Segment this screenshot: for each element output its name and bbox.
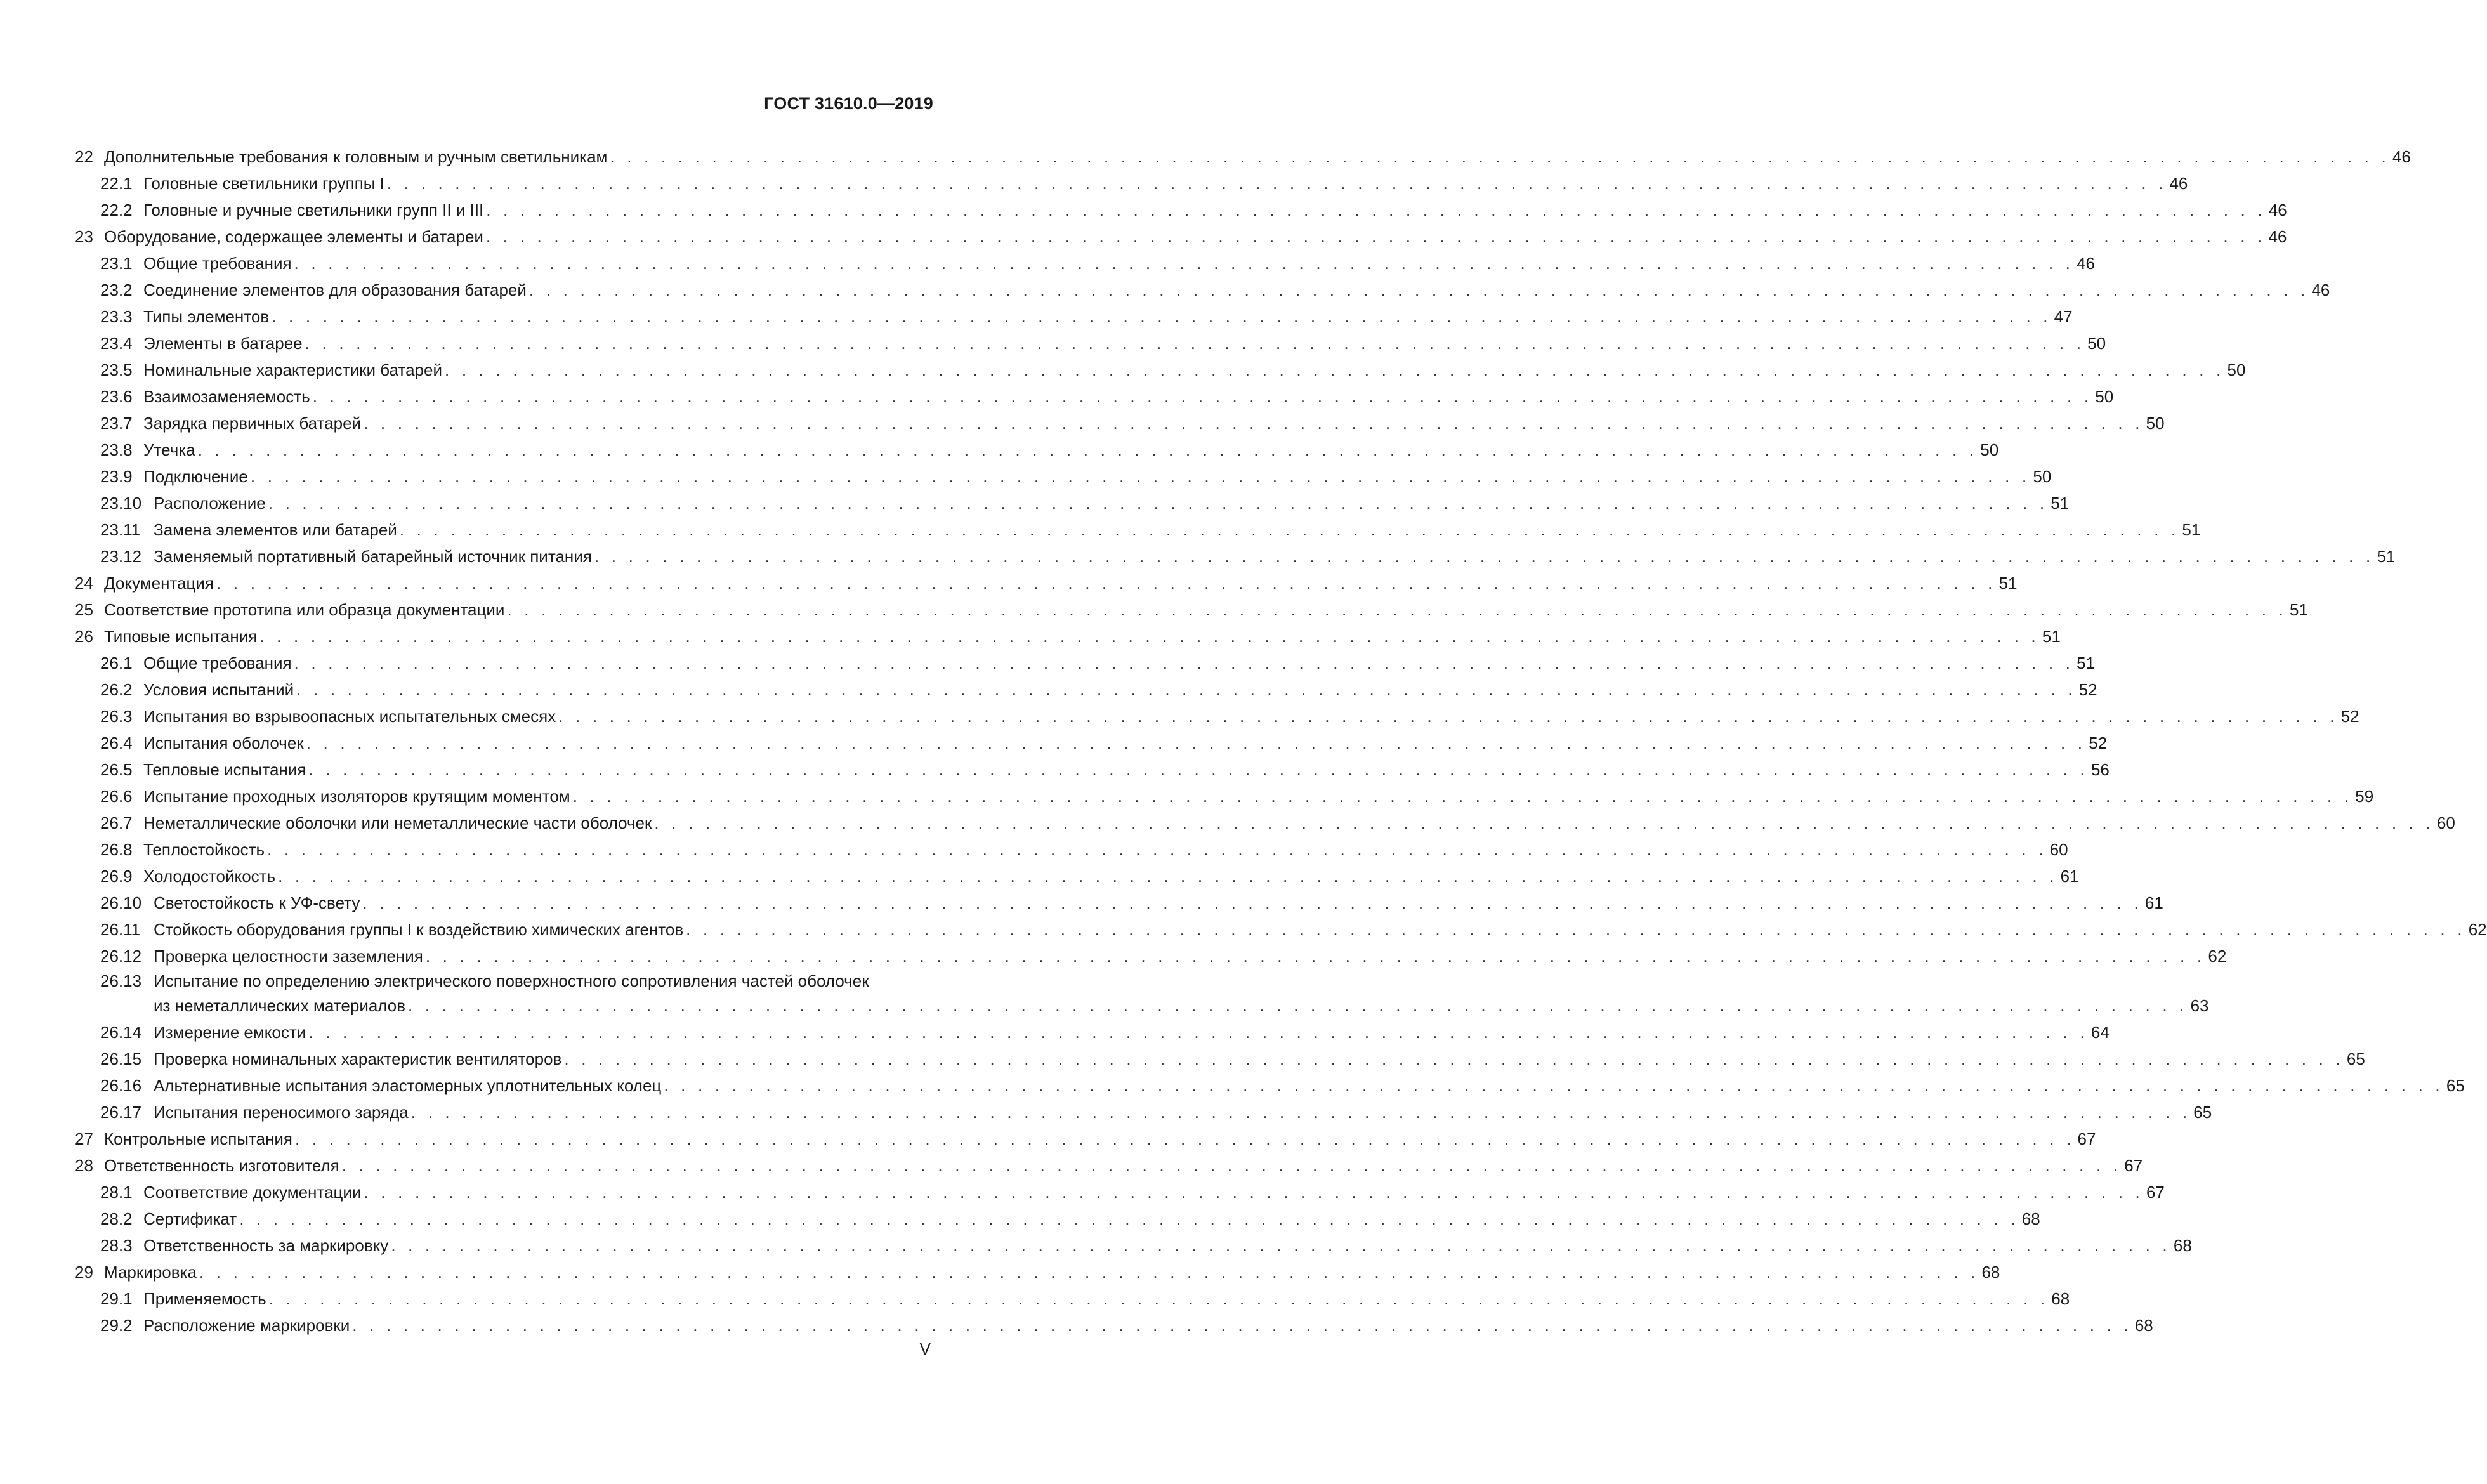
toc-entry-number: 22.1 <box>100 174 133 193</box>
document-header: ГОСТ 31610.0—2019 <box>764 94 933 113</box>
leader-dots: . . . . . . . . . . . . . . . . . . . . . . . . . . . . . . . . . . . . . . . . . . . . . . . . . . . . . . . . . . . . . . . . . . . . . . . . . . . . . . . . . . . . . . . . . . . . . . . . . . . . . . . . . <box>610 147 2390 166</box>
toc-entry-number: 23.4 <box>100 334 133 353</box>
leader-dots: . . . . . . . . . . . . . . . . . . . . . . . . . . . . . . . . . . . . . . . . . . . . . . . . . . . . . . . . . . . . . . . . . . . . . . . . . . . . . . . . . . . . . . . . . . . . . . . . . . . . . . . . . <box>572 787 2353 806</box>
toc-entry-page: 62 <box>2468 920 2487 939</box>
leader-dots: . . . . . . . . . . . . . . . . . . . . . . . . . . . . . . . . . . . . . . . . . . . . . . . . . . . . . . . . . . . . . . . . . . . . . . . . . . . . . . . . . . . . . . . . . . . . . . . . . . . . . . . . . <box>305 334 2085 353</box>
toc-entry-number: 23.3 <box>100 307 133 326</box>
toc-entry-number: 26.15 <box>100 1049 142 1068</box>
toc-entry-title: Сертификат <box>143 1209 237 1228</box>
toc-entry-title: Стойкость оборудования группы I к воздействию химических агентов <box>154 920 684 939</box>
toc-entry-title: Испытания оболочек <box>143 733 304 752</box>
toc-subsection[interactable] <box>75 730 2108 756</box>
toc-entry-title: Условия испытаний <box>143 680 294 699</box>
toc-subsection[interactable] <box>75 437 1999 463</box>
leader-dots: . . . . . . . . . . . . . . . . . . . . . . . . . . . . . . . . . . . . . . . . . . . . . . . . . . . . . . . . . . . . . . . . . . . . . . . . . . . . . . . . . . . . . . . . . . . . . . . . . . . . . . . . . <box>308 1023 2089 1042</box>
toc-subsection[interactable] <box>75 836 2068 863</box>
toc-entry-number: 26.10 <box>100 893 142 912</box>
toc-entry-title: Измерение емкости <box>154 1023 306 1042</box>
toc-entry-title: Испытание по определению электрического поверхностного сопротивления частей оболочек <box>154 971 869 990</box>
toc-subsection[interactable] <box>75 197 2287 223</box>
toc-entry-title: Светостойкость к УФ-свету <box>154 893 360 912</box>
toc-entry-page: 68 <box>2134 1316 2153 1335</box>
leader-dots: . . . . . . . . . . . . . . . . . . . . . . . . . . . . . . . . . . . . . . . . . . . . . . . . . . . . . . . . . . . . . . . . . . . . . . . . . . . . . . . . . . . . . . . . . . . . . . . . . . . . . . . . . <box>197 440 1978 459</box>
toc-entry-page: 51 <box>2290 600 2308 619</box>
leader-dots: . . . . . . . . . . . . . . . . . . . . . . . . . . . . . . . . . . . . . . . . . . . . . . . . . . . . . . . . . . . . . . . . . . . . . . . . . . . . . . . . . . . . . . . . . . . . . . . . . . . . . . . . . <box>564 1049 2344 1068</box>
leader-dots: . . . . . . . . . . . . . . . . . . . . . . . . . . . . . . . . . . . . . . . . . . . . . . . . . . . . . . . . . . . . . . . . . . . . . . . . . . . . . . . . . . . . . . . . . . . . . . . . . . . . . . . . . <box>594 547 2375 566</box>
toc-subsection[interactable] <box>75 277 2330 303</box>
toc-subsection[interactable] <box>75 330 2106 357</box>
leader-dots: . . . . . . . . . . . . . . . . . . . . . . . . . . . . . . . . . . . . . . . . . . . . . . . . . . . . . . . . . . . . . . . . . . . . . . . . . . . . . . . . . . . . . . . . . . . . . . . . . . . . . . . . . <box>486 200 2266 220</box>
toc-entry-page: 65 <box>2346 1049 2365 1068</box>
toc-entry-title: Утечка <box>143 440 195 459</box>
toc-entry-number: 28.1 <box>100 1183 133 1202</box>
toc-section[interactable] <box>75 143 2411 170</box>
toc-entry-title: Маркировка <box>104 1263 197 1282</box>
leader-dots: . . . . . . . . . . . . . . . . . . . . . . . . . . . . . . . . . . . . . . . . . . . . . . . . . . . . . . . . . . . . . . . . . . . . . . . . . . . . . . . . . . . . . . . . . . . . . . . . . . . . . . . . . <box>268 494 2049 513</box>
leader-dots: . . . . . . . . . . . . . . . . . . . . . . . . . . . . . . . . . . . . . . . . . . . . . . . . . . . . . . . . . . . . . . . . . . . . . . . . . . . . . . . . . . . . . . . . . . . . . . . . . . . . . . . . . <box>425 947 2206 966</box>
toc-entry-title: Типовые испытания <box>104 627 258 646</box>
toc-entry-title: Тепловые испытания <box>143 760 306 779</box>
toc-entry-number: 26.11 <box>100 920 141 939</box>
toc-entry-page: 60 <box>2049 840 2068 859</box>
toc-entry-title-continued: из неметаллических материалов <box>154 996 406 1015</box>
toc-entry-page: 61 <box>2060 867 2079 886</box>
leader-dots: . . . . . . . . . . . . . . . . . . . . . . . . . . . . . . . . . . . . . . . . . . . . . . . . . . . . . . . . . . . . . . . . . . . . . . . . . . . . . . . . . . . . . . . . . . . . . . . . . . . . . . . . . <box>239 1209 2019 1228</box>
toc-section[interactable] <box>75 1126 2096 1152</box>
toc-entry-number: 28.2 <box>100 1209 133 1228</box>
toc-subsection[interactable] <box>75 250 2096 277</box>
leader-dots: . . . . . . . . . . . . . . . . . . . . . . . . . . . . . . . . . . . . . . . . . . . . . . . . . . . . . . . . . . . . . . . . . . . . . . . . . . . . . . . . . . . . . . . . . . . . . . . . . . . . . . . . . <box>386 174 2167 193</box>
toc-entry-page: 61 <box>2144 893 2163 912</box>
toc-entry-title: Документация <box>104 574 214 593</box>
toc-entry-title: Проверка номинальных характеристик вентиляторов <box>154 1049 562 1068</box>
toc-entry-page: 67 <box>2077 1129 2096 1148</box>
toc-subsection[interactable] <box>75 1232 2192 1259</box>
toc-subsection[interactable] <box>75 943 2227 969</box>
toc-subsection[interactable] <box>75 463 2052 490</box>
toc-entry-number: 23 <box>75 227 93 246</box>
toc-entry-page: 46 <box>2077 254 2096 273</box>
toc-entry-page: 65 <box>2446 1076 2465 1095</box>
leader-dots: . . . . . . . . . . . . . . . . . . . . . . . . . . . . . . . . . . . . . . . . . . . . . . . . . . . . . . . . . . . . . . . . . . . . . . . . . . . . . . . . . . . . . . . . . . . . . . . . . . . . . . . . . <box>199 1263 1979 1282</box>
toc-entry-number: 28 <box>75 1156 93 1175</box>
toc-entry-page: 64 <box>2090 1023 2110 1042</box>
toc-entry-page: 51 <box>2042 627 2061 646</box>
toc-entry-page: 50 <box>2146 414 2165 433</box>
toc-subsection[interactable] <box>75 890 2163 916</box>
toc-entry-number: 26.1 <box>100 653 133 673</box>
leader-dots: . . . . . . . . . . . . . . . . . . . . . . . . . . . . . . . . . . . . . . . . . . . . . . . . . . . . . . . . . . . . . . . . . . . . . . . . . . . . . . . . . . . . . . . . . . . . . . . . . . . . . . . . . <box>686 920 2466 939</box>
toc-subsection[interactable] <box>75 383 2114 410</box>
toc-entry-title: Неметаллические оболочки или неметаллические части оболочек <box>143 813 652 832</box>
page-number: V <box>919 1339 931 1358</box>
toc-entry-page: 52 <box>2078 680 2097 699</box>
toc-entry-number: 27 <box>75 1129 93 1148</box>
toc-entry-number: 26.9 <box>100 867 133 886</box>
toc-entry-title: Соответствие прототипа или образца документации <box>104 600 505 619</box>
toc-entry-number: 23.11 <box>100 520 141 539</box>
toc-entry-title: Применяемость <box>143 1289 266 1308</box>
toc-subsection[interactable] <box>75 1019 2110 1046</box>
leader-dots: . . . . . . . . . . . . . . . . . . . . . . . . . . . . . . . . . . . . . . . . . . . . . . . . . . . . . . . . . . . . . . . . . . . . . . . . . . . . . . . . . . . . . . . . . . . . . . . . . . . . . . . . . <box>399 520 2180 539</box>
toc-entry-number: 26.5 <box>100 760 133 779</box>
toc-entry-number: 23.7 <box>100 414 133 433</box>
leader-dots: . . . . . . . . . . . . . . . . . . . . . . . . . . . . . . . . . . . . . . . . . . . . . . . . . . . . . . . . . . . . . . . . . . . . . . . . . . . . . . . . . . . . . . . . . . . . . . . . . . . . . . . . . <box>391 1236 2171 1255</box>
toc-entry-number: 26.3 <box>100 707 133 726</box>
leader-dots: . . . . . . . . . . . . . . . . . . . . . . . . . . . . . . . . . . . . . . . . . . . . . . . . . . . . . . . . . . . . . . . . . . . . . . . . . . . . . . . . . . . . . . . . . . . . . . . . . . . . . . . . . <box>312 387 2093 406</box>
toc-entry-title: Номинальные характеристики батарей <box>143 360 442 379</box>
toc-section[interactable] <box>75 223 2287 250</box>
toc-subsection[interactable] <box>75 543 2396 570</box>
toc-entry-title: Испытания переносимого заряда <box>154 1103 409 1122</box>
toc-entry-page: 68 <box>2173 1236 2192 1255</box>
toc-entry-title: Общие требования <box>143 254 292 273</box>
toc-entry-title: Общие требования <box>143 653 292 673</box>
toc-entry-number: 29.2 <box>100 1316 133 1335</box>
leader-dots: . . . . . . . . . . . . . . . . . . . . . . . . . . . . . . . . . . . . . . . . . . . . . . . . . . . . . . . . . . . . . . . . . . . . . . . . . . . . . . . . . . . . . . . . . . . . . . . . . . . . . . . . . <box>408 996 2188 1015</box>
leader-dots: . . . . . . . . . . . . . . . . . . . . . . . . . . . . . . . . . . . . . . . . . . . . . . . . . . . . . . . . . . . . . . . . . . . . . . . . . . . . . . . . . . . . . . . . . . . . . . . . . . . . . . . . . <box>259 627 2040 646</box>
toc-entry[interactable] <box>75 969 2209 1019</box>
leader-dots: . . . . . . . . . . . . . . . . . . . . . . . . . . . . . . . . . . . . . . . . . . . . . . . . . . . . . . . . . . . . . . . . . . . . . . . . . . . . . . . . . . . . . . . . . . . . . . . . . . . . . . . . . <box>364 414 2144 433</box>
leader-dots: . . . . . . . . . . . . . . . . . . . . . . . . . . . . . . . . . . . . . . . . . . . . . . . . . . . . . . . . . . . . . . . . . . . . . . . . . . . . . . . . . . . . . . . . . . . . . . . . . . . . . . . . . <box>664 1076 2444 1095</box>
leader-dots: . . . . . . . . . . . . . . . . . . . . . . . . . . . . . . . . . . . . . . . . . . . . . . . . . . . . . . . . . . . . . . . . . . . . . . . . . . . . . . . . . . . . . . . . . . . . . . . . . . . . . . . . . <box>352 1316 2132 1335</box>
toc-entry-page: 51 <box>2051 494 2070 513</box>
toc-entry-number: 23.12 <box>100 547 142 566</box>
toc-entry-number: 29.1 <box>100 1289 133 1308</box>
toc-subsection[interactable] <box>75 703 2359 730</box>
toc-entry-page: 65 <box>2193 1103 2212 1122</box>
toc-entry-number: 26.16 <box>100 1076 142 1095</box>
toc-entry-number: 23.10 <box>100 494 142 513</box>
toc-entry-number: 23.5 <box>100 360 133 379</box>
toc-entry-title: Ответственность за маркировку <box>143 1236 389 1255</box>
toc-entry-number: 26.17 <box>100 1103 142 1122</box>
toc-entry-number: 26.8 <box>100 840 133 859</box>
leader-dots: . . . . . . . . . . . . . . . . . . . . . . . . . . . . . . . . . . . . . . . . . . . . . . . . . . . . . . . . . . . . . . . . . . . . . . . . . . . . . . . . . . . . . . . . . . . . . . . . . . . . . . . . . <box>507 600 2287 619</box>
toc-entry-title: Проверка целостности заземления <box>154 947 423 966</box>
toc-entry-page: 62 <box>2208 947 2227 966</box>
toc-entry-number: 28.3 <box>100 1236 133 1255</box>
toc-subsection[interactable] <box>75 1285 2070 1312</box>
toc-entry-page: 68 <box>2021 1209 2040 1228</box>
toc-entry-page: 51 <box>1998 574 2018 593</box>
leader-dots: . . . . . . . . . . . . . . . . . . . . . . . . . . . . . . . . . . . . . . . . . . . . . . . . . . . . . . . . . . . . . . . . . . . . . . . . . . . . . . . . . . . . . . . . . . . . . . . . . . . . . . . . . <box>306 733 2087 752</box>
toc-entry-page: 51 <box>2377 547 2396 566</box>
leader-dots: . . . . . . . . . . . . . . . . . . . . . . . . . . . . . . . . . . . . . . . . . . . . . . . . . . . . . . . . . . . . . . . . . . . . . . . . . . . . . . . . . . . . . . . . . . . . . . . . . . . . . . . . . <box>294 653 2075 673</box>
toc-subsection[interactable] <box>75 516 2201 543</box>
toc-entry-number: 25 <box>75 600 93 619</box>
toc-subsection[interactable] <box>75 1312 2153 1339</box>
toc-entry-title: Альтернативные испытания эластомерных уплотнительных колец <box>154 1076 662 1095</box>
toc-section[interactable] <box>75 1259 2000 1285</box>
leader-dots: . . . . . . . . . . . . . . . . . . . . . . . . . . . . . . . . . . . . . . . . . . . . . . . . . . . . . . . . . . . . . . . . . . . . . . . . . . . . . . . . . . . . . . . . . . . . . . . . . . . . . . . . . <box>364 1183 2144 1202</box>
toc-subsection[interactable] <box>75 676 2097 703</box>
toc-entry-title: Оборудование, содержащее элементы и батареи <box>104 227 483 246</box>
toc-subsection[interactable] <box>75 1205 2040 1232</box>
toc-subsection[interactable] <box>75 1072 2465 1099</box>
toc-entry-page: 52 <box>2089 733 2108 752</box>
toc-entry-number: 26.13 <box>100 971 142 990</box>
toc-entry-page: 67 <box>2146 1183 2165 1202</box>
toc-entry-number: 23.8 <box>100 440 133 459</box>
toc-entry-page: 68 <box>2051 1289 2070 1308</box>
toc-entry-number: 26.6 <box>100 787 133 806</box>
toc-entry-title: Головные светильники группы I <box>143 174 384 193</box>
toc-entry-page: 60 <box>2436 813 2455 832</box>
toc-entry-page: 46 <box>2268 200 2287 220</box>
toc-entry-number: 26.4 <box>100 733 133 752</box>
toc-entry-title: Зарядка первичных батарей <box>143 414 362 433</box>
leader-dots: . . . . . . . . . . . . . . . . . . . . . . . . . . . . . . . . . . . . . . . . . . . . . . . . . . . . . . . . . . . . . . . . . . . . . . . . . . . . . . . . . . . . . . . . . . . . . . . . . . . . . . . . . <box>278 867 2058 886</box>
leader-dots: . . . . . . . . . . . . . . . . . . . . . . . . . . . . . . . . . . . . . . . . . . . . . . . . . . . . . . . . . . . . . . . . . . . . . . . . . . . . . . . . . . . . . . . . . . . . . . . . . . . . . . . . . <box>268 1289 2049 1308</box>
toc-section[interactable] <box>75 1152 2143 1179</box>
toc-entry-page: 51 <box>2182 520 2201 539</box>
toc-entry-page: 63 <box>2190 996 2209 1015</box>
toc-entry-page: 50 <box>2087 334 2106 353</box>
leader-dots: . . . . . . . . . . . . . . . . . . . . . . . . . . . . . . . . . . . . . . . . . . . . . . . . . . . . . . . . . . . . . . . . . . . . . . . . . . . . . . . . . . . . . . . . . . . . . . . . . . . . . . . . . <box>410 1103 2191 1122</box>
toc-entry-title: Ответственность изготовителя <box>104 1156 339 1175</box>
toc-entry-number: 26.12 <box>100 947 142 966</box>
toc-entry-page: 68 <box>1981 1263 2000 1282</box>
toc-entry-page: 51 <box>2077 653 2096 673</box>
toc-entry-number: 22.2 <box>100 200 133 220</box>
toc-entry-title: Контрольные испытания <box>104 1129 292 1148</box>
leader-dots: . . . . . . . . . . . . . . . . . . . . . . . . . . . . . . . . . . . . . . . . . . . . . . . . . . . . . . . . . . . . . . . . . . . . . . . . . . . . . . . . . . . . . . . . . . . . . . . . . . . . . . . . . <box>654 813 2434 832</box>
toc-entry-title: Испытания во взрывоопасных испытательных смесях <box>143 707 556 726</box>
toc-entry-page: 46 <box>2311 280 2330 299</box>
toc-entry-number: 29 <box>75 1263 93 1282</box>
toc-entry-number: 26 <box>75 627 93 646</box>
leader-dots: . . . . . . . . . . . . . . . . . . . . . . . . . . . . . . . . . . . . . . . . . . . . . . . . . . . . . . . . . . . . . . . . . . . . . . . . . . . . . . . . . . . . . . . . . . . . . . . . . . . . . . . . . <box>296 680 2077 699</box>
toc-subsection[interactable] <box>75 303 2073 330</box>
toc-entry-title: Дополнительные требования к головным и ручным светильникам <box>104 147 608 166</box>
toc-entry-title: Типы элементов <box>143 307 270 326</box>
table-of-contents <box>75 143 2487 1339</box>
toc-subsection[interactable] <box>75 1046 2365 1072</box>
toc-subsection[interactable] <box>75 1099 2212 1126</box>
toc-entry-page: 50 <box>2095 387 2114 406</box>
toc-subsection[interactable] <box>75 170 2188 197</box>
toc-entry-title: Расположение <box>154 494 266 513</box>
toc-entry-page: 47 <box>2054 307 2073 326</box>
leader-dots: . . . . . . . . . . . . . . . . . . . . . . . . . . . . . . . . . . . . . . . . . . . . . . . . . . . . . . . . . . . . . . . . . . . . . . . . . . . . . . . . . . . . . . . . . . . . . . . . . . . . . . . . . <box>341 1156 2122 1175</box>
toc-subsection[interactable] <box>75 1179 2165 1205</box>
leader-dots: . . . . . . . . . . . . . . . . . . . . . . . . . . . . . . . . . . . . . . . . . . . . . . . . . . . . . . . . . . . . . . . . . . . . . . . . . . . . . . . . . . . . . . . . . . . . . . . . . . . . . . . . . <box>267 840 2047 859</box>
leader-dots: . . . . . . . . . . . . . . . . . . . . . . . . . . . . . . . . . . . . . . . . . . . . . . . . . . . . . . . . . . . . . . . . . . . . . . . . . . . . . . . . . . . . . . . . . . . . . . . . . . . . . . . . . <box>444 360 2225 379</box>
toc-entry-title: Элементы в батарее <box>143 334 303 353</box>
toc-entry-title: Соединение элементов для образования батарей <box>143 280 527 299</box>
toc-subsection[interactable] <box>75 650 2096 676</box>
toc-entry-title: Теплостойкость <box>143 840 265 859</box>
toc-section[interactable] <box>75 570 2018 596</box>
toc-entry-title: Взаимозаменяемость <box>143 387 310 406</box>
toc-entry-page: 46 <box>2268 227 2287 246</box>
toc-entry-number: 23.9 <box>100 467 133 486</box>
toc-entry-number: 23.2 <box>100 280 133 299</box>
toc-entry-title: Расположение маркировки <box>143 1316 350 1335</box>
leader-dots: . . . . . . . . . . . . . . . . . . . . . . . . . . . . . . . . . . . . . . . . . . . . . . . . . . . . . . . . . . . . . . . . . . . . . . . . . . . . . . . . . . . . . . . . . . . . . . . . . . . . . . . . . <box>295 1129 2075 1148</box>
toc-entry-page: 50 <box>2033 467 2052 486</box>
toc-subsection[interactable] <box>75 490 2070 516</box>
toc-entry-page: 50 <box>1980 440 1999 459</box>
toc-subsection[interactable] <box>75 863 2079 890</box>
toc-entry-page: 56 <box>2090 760 2110 779</box>
toc-entry-number: 22 <box>75 147 93 166</box>
toc-entry-number: 23.6 <box>100 387 133 406</box>
toc-entry-title: Испытание проходных изоляторов крутящим моментом <box>143 787 570 806</box>
toc-entry-number: 26.14 <box>100 1023 142 1042</box>
toc-entry-title: Замена элементов или батарей <box>154 520 397 539</box>
toc-subsection[interactable] <box>75 810 2455 836</box>
leader-dots: . . . . . . . . . . . . . . . . . . . . . . . . . . . . . . . . . . . . . . . . . . . . . . . . . . . . . . . . . . . . . . . . . . . . . . . . . . . . . . . . . . . . . . . . . . . . . . . . . . . . . . . . . <box>308 760 2089 779</box>
toc-entry-page: 52 <box>2340 707 2359 726</box>
toc-entry-number: 24 <box>75 574 93 593</box>
toc-entry-page: 50 <box>2227 360 2246 379</box>
toc-subsection[interactable] <box>75 357 2246 383</box>
toc-subsection[interactable] <box>75 916 2487 943</box>
toc-subsection[interactable] <box>75 410 2165 437</box>
toc-entry-page: 67 <box>2124 1156 2143 1175</box>
toc-entry-page: 46 <box>2392 147 2411 166</box>
toc-entry-title: Подключение <box>143 467 248 486</box>
leader-dots: . . . . . . . . . . . . . . . . . . . . . . . . . . . . . . . . . . . . . . . . . . . . . . . . . . . . . . . . . . . . . . . . . . . . . . . . . . . . . . . . . . . . . . . . . . . . . . . . . . . . . . . . . <box>558 707 2339 726</box>
leader-dots: . . . . . . . . . . . . . . . . . . . . . . . . . . . . . . . . . . . . . . . . . . . . . . . . . . . . . . . . . . . . . . . . . . . . . . . . . . . . . . . . . . . . . . . . . . . . . . . . . . . . . . . . . <box>216 574 1997 593</box>
toc-entry-title: Заменяемый портативный батарейный источник питания <box>154 547 592 566</box>
toc-section[interactable] <box>75 596 2308 623</box>
toc-subsection[interactable] <box>75 783 2374 810</box>
toc-entry-page: 59 <box>2355 787 2374 806</box>
leader-dots: . . . . . . . . . . . . . . . . . . . . . . . . . . . . . . . . . . . . . . . . . . . . . . . . . . . . . . . . . . . . . . . . . . . . . . . . . . . . . . . . . . . . . . . . . . . . . . . . . . . . . . . . . <box>485 227 2266 246</box>
toc-entry-page: 46 <box>2169 174 2188 193</box>
toc-entry-title: Соответствие документации <box>143 1183 362 1202</box>
toc-entry-number: 26.2 <box>100 680 133 699</box>
toc-entry-title: Холодостойкость <box>143 867 276 886</box>
toc-entry-title: Головные и ручные светильники групп II и III <box>143 200 484 220</box>
toc-entry-number: 23.1 <box>100 254 133 273</box>
leader-dots: . . . . . . . . . . . . . . . . . . . . . . . . . . . . . . . . . . . . . . . . . . . . . . . . . . . . . . . . . . . . . . . . . . . . . . . . . . . . . . . . . . . . . . . . . . . . . . . . . . . . . . . . . <box>272 307 2052 326</box>
toc-entry-number: 26.7 <box>100 813 133 832</box>
leader-dots: . . . . . . . . . . . . . . . . . . . . . . . . . . . . . . . . . . . . . . . . . . . . . . . . . . . . . . . . . . . . . . . . . . . . . . . . . . . . . . . . . . . . . . . . . . . . . . . . . . . . . . . . . <box>362 893 2142 912</box>
toc-section[interactable] <box>75 623 2061 650</box>
leader-dots: . . . . . . . . . . . . . . . . . . . . . . . . . . . . . . . . . . . . . . . . . . . . . . . . . . . . . . . . . . . . . . . . . . . . . . . . . . . . . . . . . . . . . . . . . . . . . . . . . . . . . . . . . <box>294 254 2075 273</box>
leader-dots: . . . . . . . . . . . . . . . . . . . . . . . . . . . . . . . . . . . . . . . . . . . . . . . . . . . . . . . . . . . . . . . . . . . . . . . . . . . . . . . . . . . . . . . . . . . . . . . . . . . . . . . . . <box>250 467 2031 486</box>
toc-subsection[interactable] <box>75 756 2110 783</box>
leader-dots: . . . . . . . . . . . . . . . . . . . . . . . . . . . . . . . . . . . . . . . . . . . . . . . . . . . . . . . . . . . . . . . . . . . . . . . . . . . . . . . . . . . . . . . . . . . . . . . . . . . . . . . . . <box>528 280 2309 299</box>
